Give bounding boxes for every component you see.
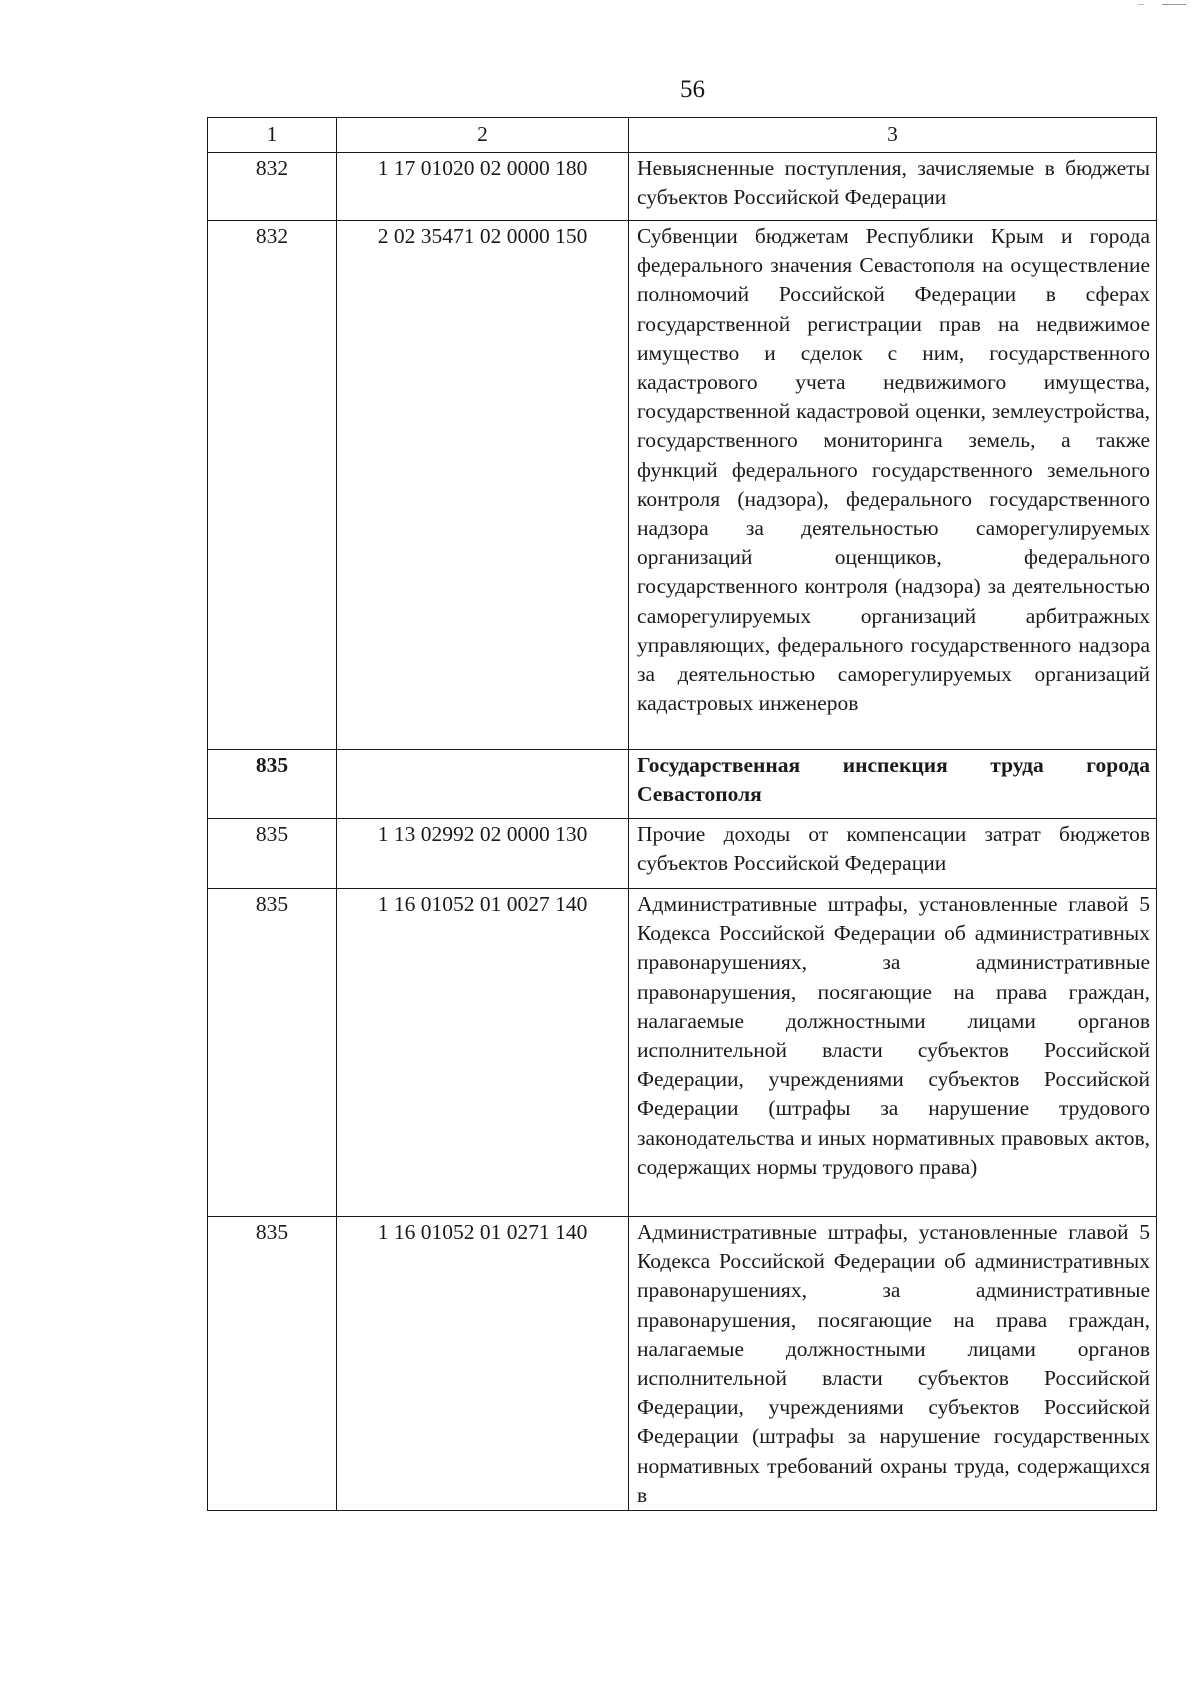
revenue-codes-table — [207, 117, 1157, 1511]
revenue-description: Административные штрафы, установленные главой 5 Кодекса Российской Федерации об административных правонарушениях, за административные правонарушения, посягающие на права граждан, налагаемые должностными лицами органов исполнительной власти субъектов Российской Федерации, учреждениями субъектов Российской Федерации (штрафы за нарушение государственных нормативных требований охраны труда, содержащихся в — [629, 1217, 1157, 1511]
table-header-row — [208, 118, 1157, 153]
column-header-2: 2 — [337, 118, 629, 153]
column-header-3: 3 — [629, 118, 1157, 153]
table-row-section-header — [208, 750, 1157, 819]
revenue-description: Прочие доходы от компенсации затрат бюджетов субъектов Российской Федерации — [629, 819, 1157, 889]
scan-artifact — [1162, 4, 1186, 5]
table-row — [208, 153, 1157, 221]
revenue-description: Административные штрафы, установленные главой 5 Кодекса Российской Федерации об административных правонарушениях, за административные правонарушения, посягающие на права граждан, налагаемые должностными лицами органов исполнительной власти субъектов Российской Федерации, учреждениями субъектов Российской Федерации (штрафы за нарушение трудового законодательства и иных нормативных правовых актов, содержащих нормы трудового права) — [629, 889, 1157, 1217]
table-row — [208, 889, 1157, 1217]
administrator-code: 835 — [208, 889, 337, 1217]
administrator-code: 832 — [208, 153, 337, 221]
revenue-description: Невыясненные поступления, зачисляемые в бюджеты субъектов Российской Федерации — [629, 153, 1157, 221]
administrator-code: 832 — [208, 221, 337, 750]
revenue-code: 1 13 02992 02 0000 130 — [337, 819, 629, 889]
administrator-name: Государственная инспекция труда города Севастополя — [629, 750, 1157, 819]
revenue-code: 2 02 35471 02 0000 150 — [337, 221, 629, 750]
administrator-code: 835 — [208, 1217, 337, 1511]
administrator-code: 835 — [208, 750, 337, 819]
revenue-code: 1 17 01020 02 0000 180 — [337, 153, 629, 221]
page-number: 56 — [680, 76, 705, 103]
revenue-description: Субвенции бюджетам Республики Крым и города федерального значения Севастополя на осуществление полномочий Российской Федерации в сферах государственной регистрации прав на недвижимое имущество и сделок с ним, государственного кадастрового учета недвижимого имущества, государственной кадастровой оценки, землеустройства, государственного мониторинга земель, а также функций федерального государственного земельного контроля (надзора), федерального государственного надзора за деятельностью саморегулируемых организаций оценщиков, федерального государственного контроля (надзора) за деятельностью саморегулируемых организаций арбитражных управляющих, федерального государственного надзора за деятельностью саморегулируемых организаций кадастровых инженеров — [629, 221, 1157, 750]
revenue-code — [337, 750, 629, 819]
revenue-code: 1 16 01052 01 0027 140 — [337, 889, 629, 1217]
scan-artifact — [1138, 4, 1144, 5]
column-header-1: 1 — [208, 118, 337, 153]
administrator-code: 835 — [208, 819, 337, 889]
table-row — [208, 1217, 1157, 1511]
revenue-code: 1 16 01052 01 0271 140 — [337, 1217, 629, 1511]
table-row — [208, 819, 1157, 889]
table-row — [208, 221, 1157, 750]
